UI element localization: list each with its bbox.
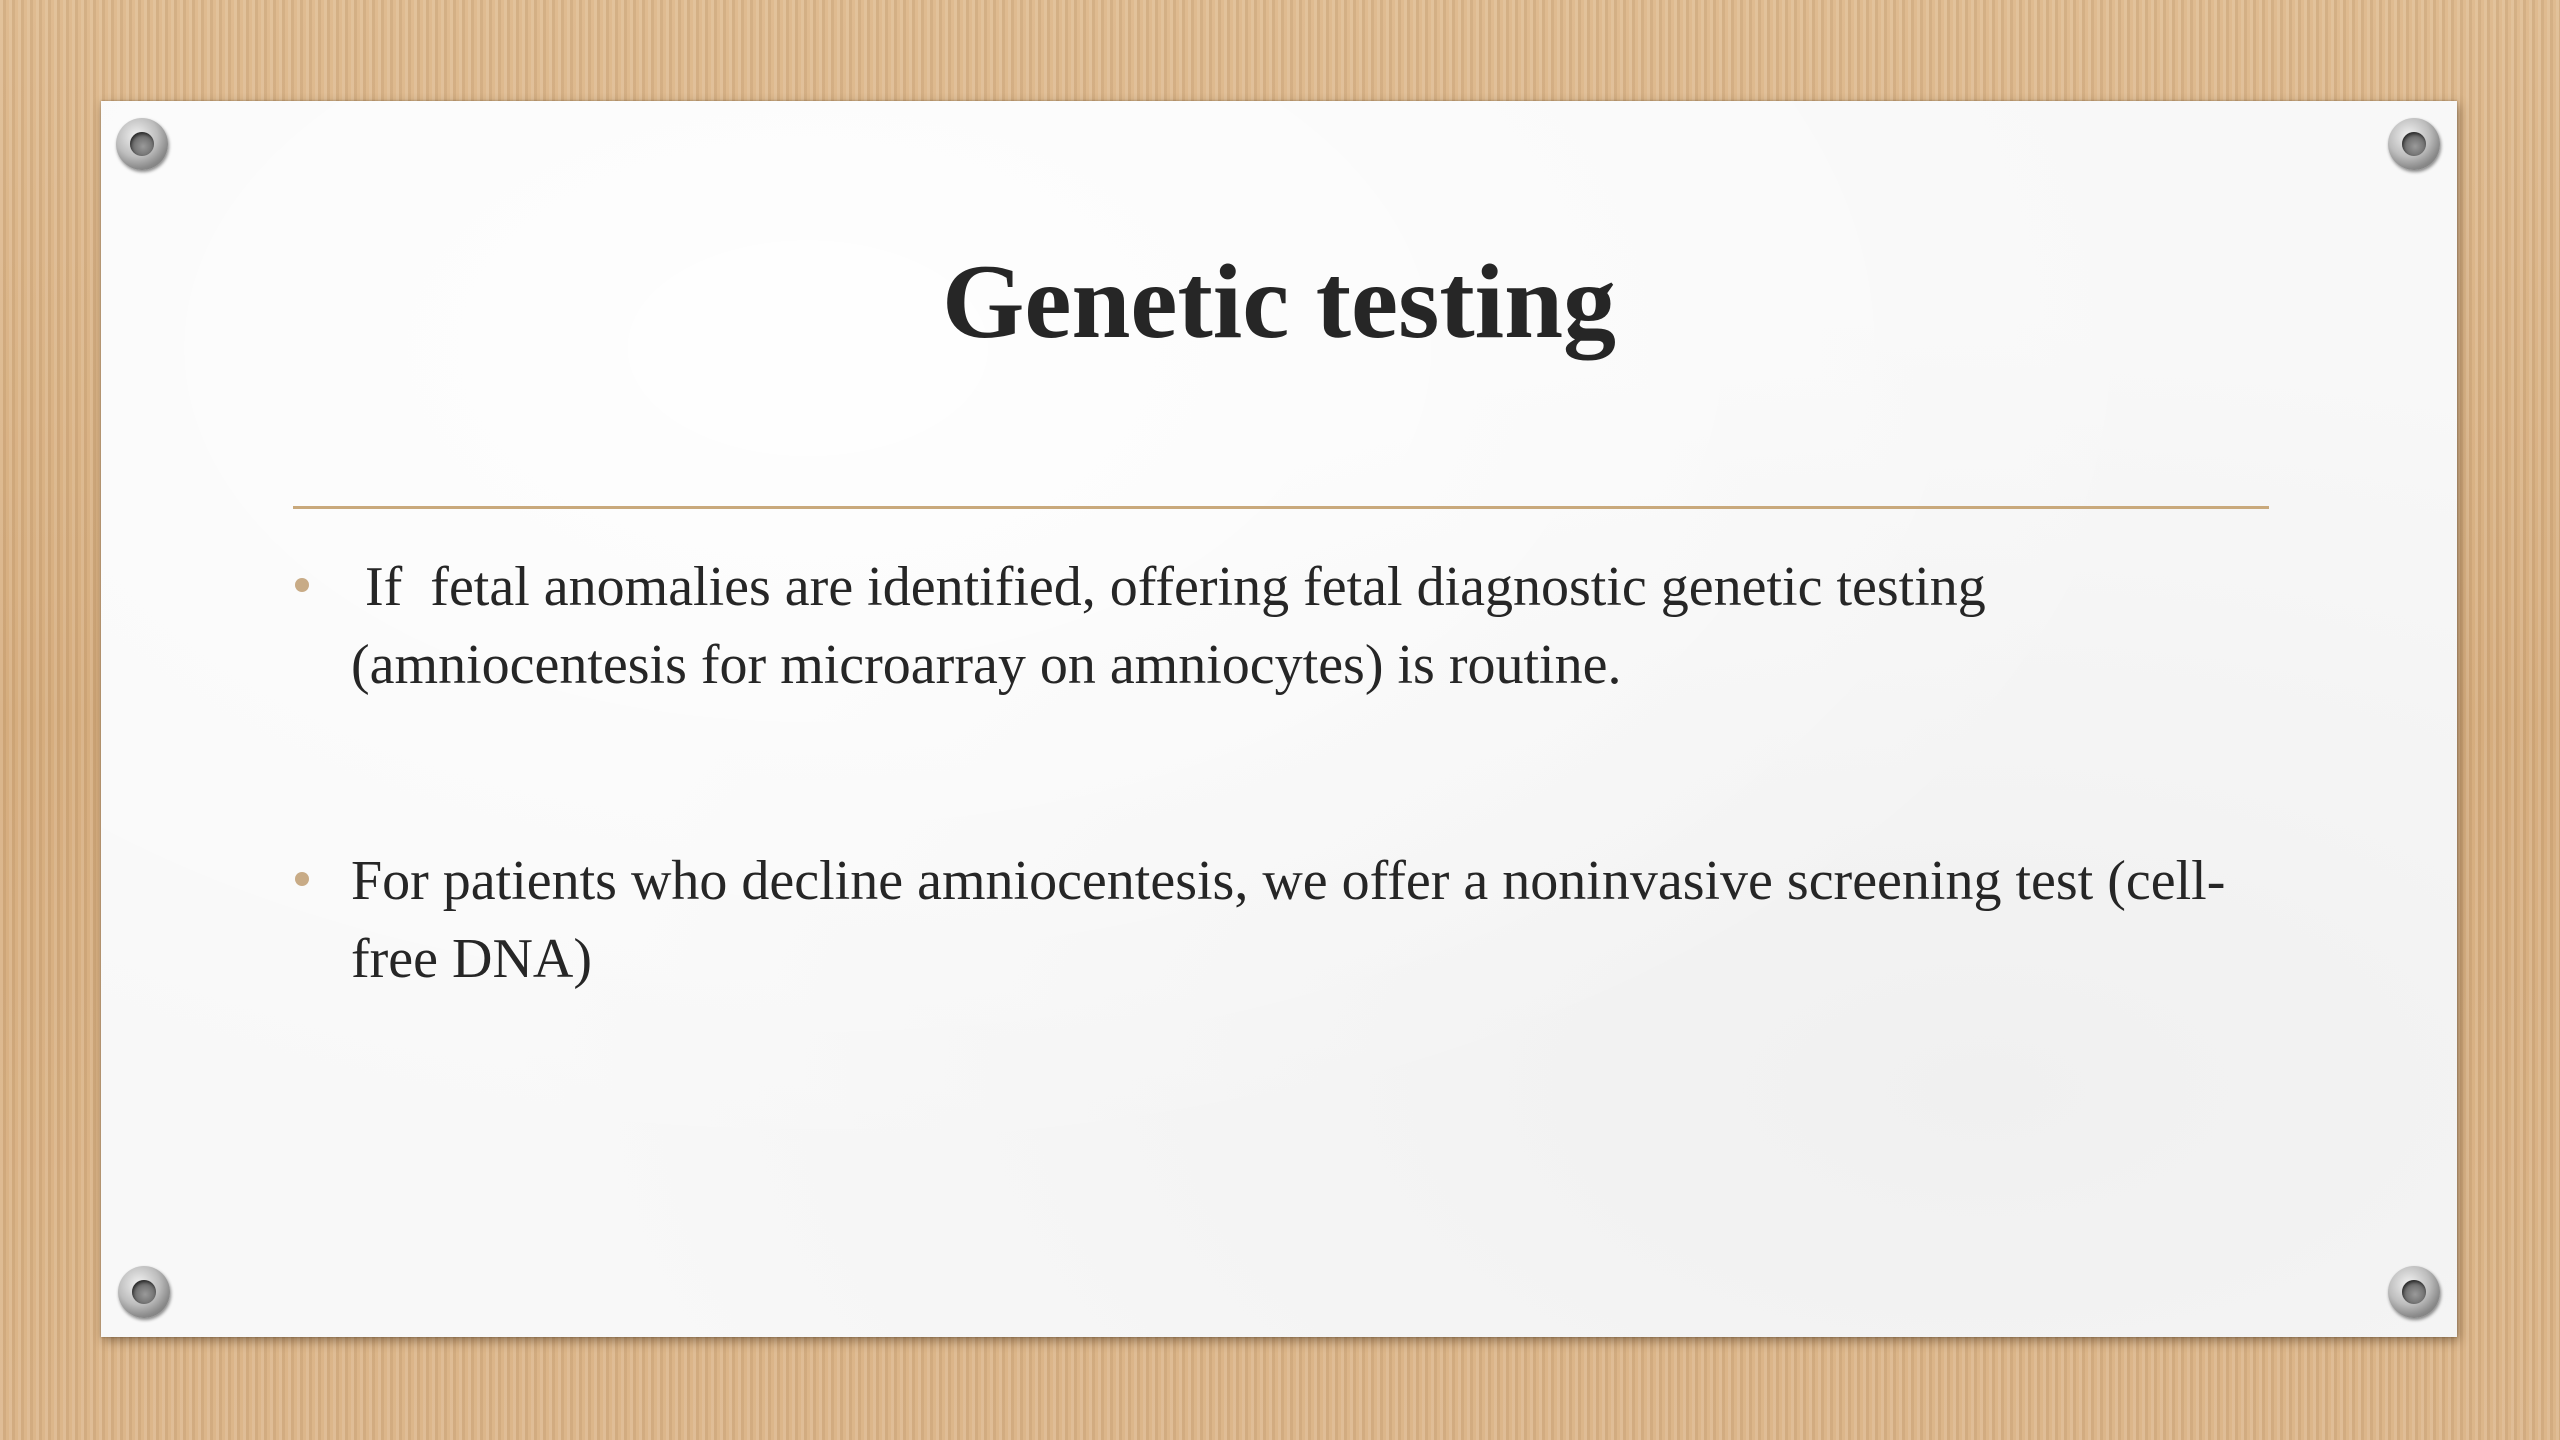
grommet-icon bbox=[2388, 1266, 2440, 1318]
grommet-icon bbox=[118, 1266, 170, 1318]
slide-title: Genetic testing bbox=[941, 243, 1617, 360]
bullet-dot-icon bbox=[295, 578, 309, 592]
title-divider bbox=[293, 506, 2269, 509]
bullet-item bbox=[293, 548, 2293, 704]
grommet-icon bbox=[116, 118, 168, 170]
grommet-icon bbox=[2388, 118, 2440, 170]
bullet-text: If fetal anomalies are identified, offering fetal diagnostic genetic testing (amniocentesis for microarray on amniocytes) is routine. bbox=[351, 556, 2000, 696]
bullet-item bbox=[293, 842, 2293, 998]
bullet-text: For patients who decline amniocentesis, we offer a noninvasive screening test (cell-free DNA) bbox=[351, 850, 2226, 990]
bullet-list bbox=[293, 548, 2293, 998]
bullet-dot-icon bbox=[295, 872, 309, 886]
